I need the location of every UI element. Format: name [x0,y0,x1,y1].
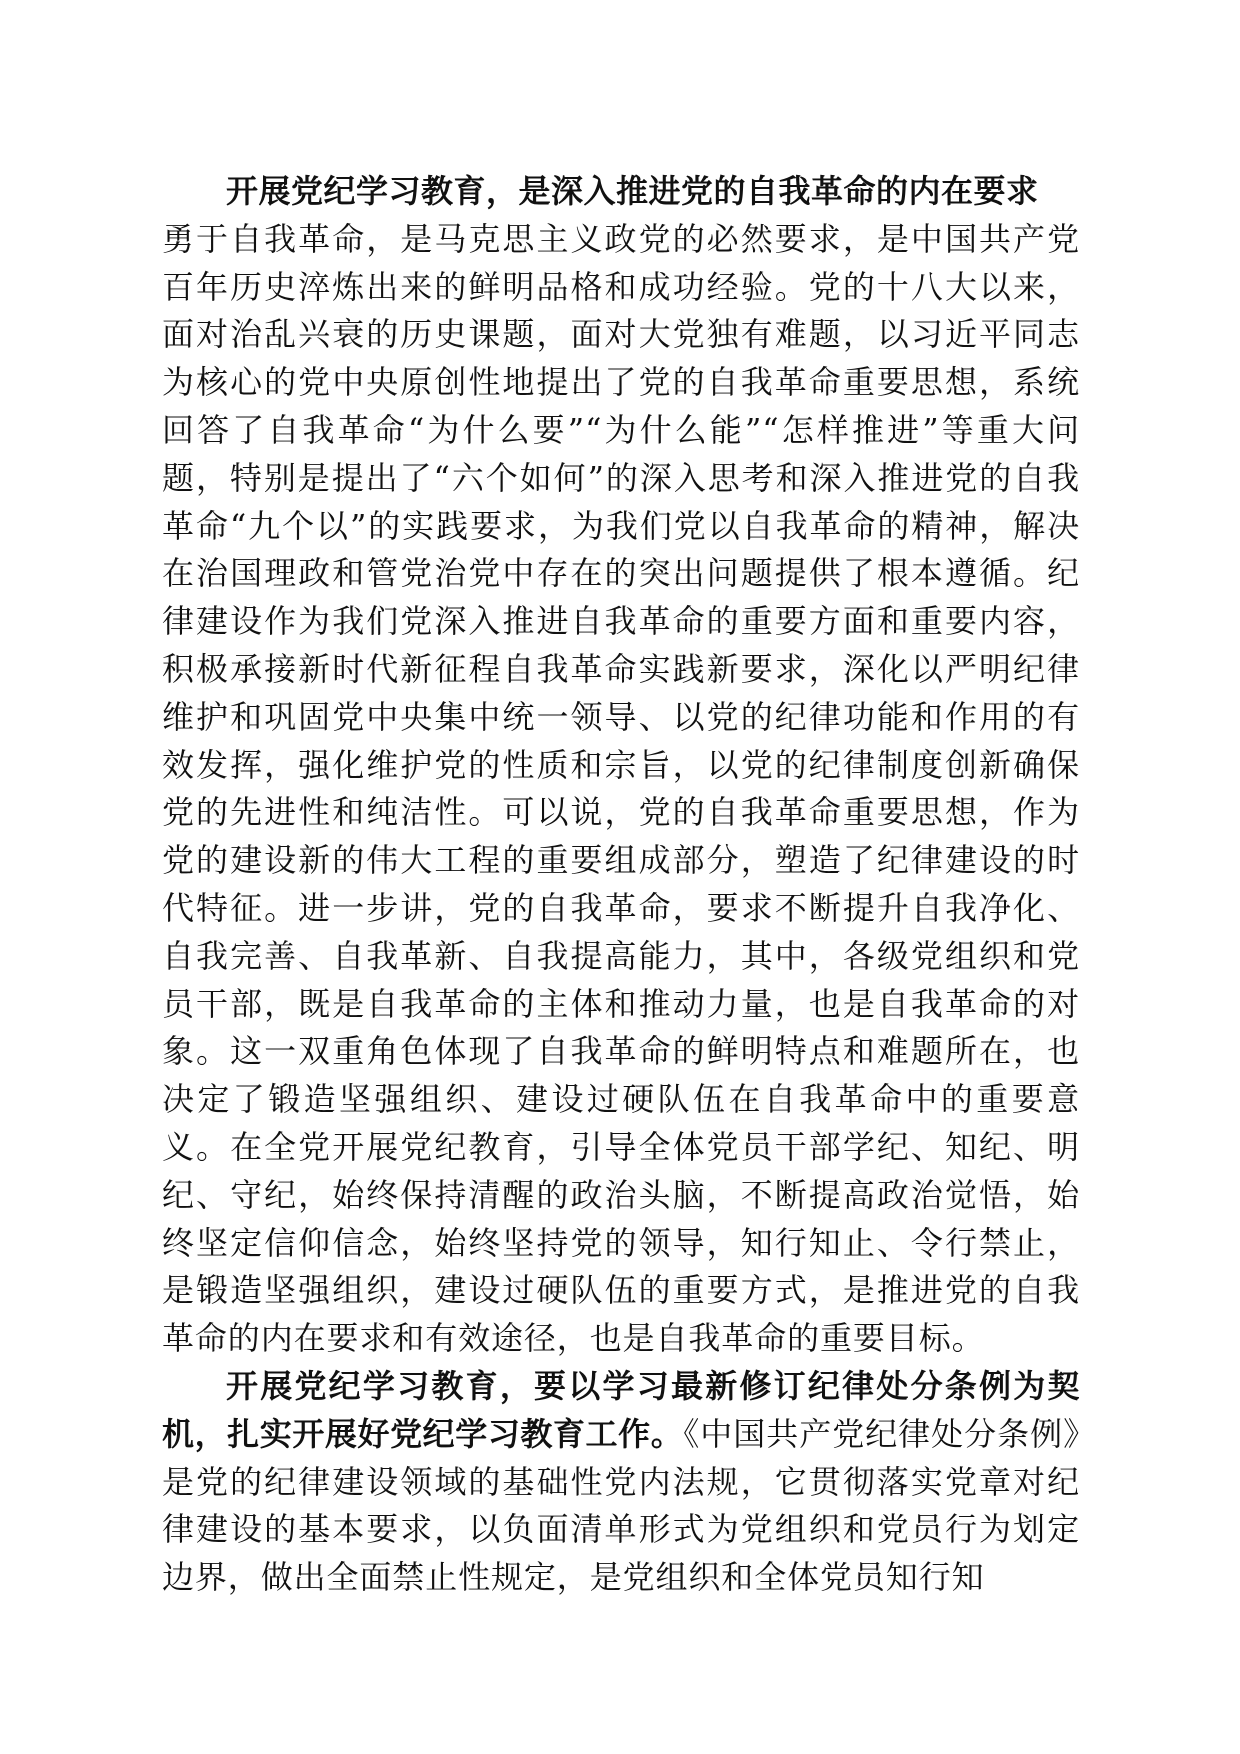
second-paragraph [162,1363,1080,1602]
section-heading: 开展党纪学习教育，是深入推进党的自我革命的内在要求 [226,172,1039,210]
paragraph-lead-bold: 开展党纪学习教育，要以学习最新修订纪律处分条例为契机，扎实开展好党纪学习教育工作。 [162,1366,1080,1453]
document-page [162,168,1080,1602]
section-body-paragraph: 勇于自我革命，是马克思主义政党的必然要求，是中国共产党百年历史淬炼出来的鲜明品格和成功经验。党的十八大以来，面对治乱兴衰的历史课题，面对大党独有难题，以习近平同志为核心的党中央原创性地提出了党的自我革命重要思想，系统回答了自我革命“为什么要”“为什么能”“怎样推进”等重大问题，特别是提出了“六个如何”的深入思考和深入推进党的自我革命“九个以”的实践要求，为我们党以自我革命的精神，解决在治国理政和管党治党中存在的突出问题提供了根本遵循。纪律建设作为我们党深入推进自我革命的重要方面和重要内容，积极承接新时代新征程自我革命实践新要求，深化以严明纪律维护和巩固党中央集中统一领导、以党的纪律功能和作用的有效发挥，强化维护党的性质和宗旨，以党的纪律制度创新确保党的先进性和纯洁性。可以说，党的自我革命重要思想，作为党的建设新的伟大工程的重要组成部分，塑造了纪律建设的时代特征。进一步讲，党的自我革命，要求不断提升自我净化、自我完善、自我革新、自我提高能力，其中，各级党组织和党员干部，既是自我革命的主体和推动力量，也是自我革命的对象。这一双重角色体现了自我革命的鲜明特点和难题所在，也决定了锻造坚强组织、建设过硬队伍在自我革命中的重要意义。在全党开展党纪教育，引导全体党员干部学纪、知纪、明纪、守纪，始终保持清醒的政治头脑，不断提高政治觉悟，始终坚定信仰信念，始终坚持党的领导，知行知止、令行禁止，是锻造坚强组织，建设过硬队伍的重要方式，是推进党的自我革命的内在要求和有效途径，也是自我革命的重要目标。 [162,219,1080,1358]
paragraph-body-text: 《中国共产党纪律处分条例》是党的纪律建设领域的基础性党内法规，它贯彻落实党章对纪律建设的基本要求，以负面清单形式为党组织和党员行为划定边界，做出全面禁止性规定，是党组织和全体党员知行知 [162,1414,1080,1597]
